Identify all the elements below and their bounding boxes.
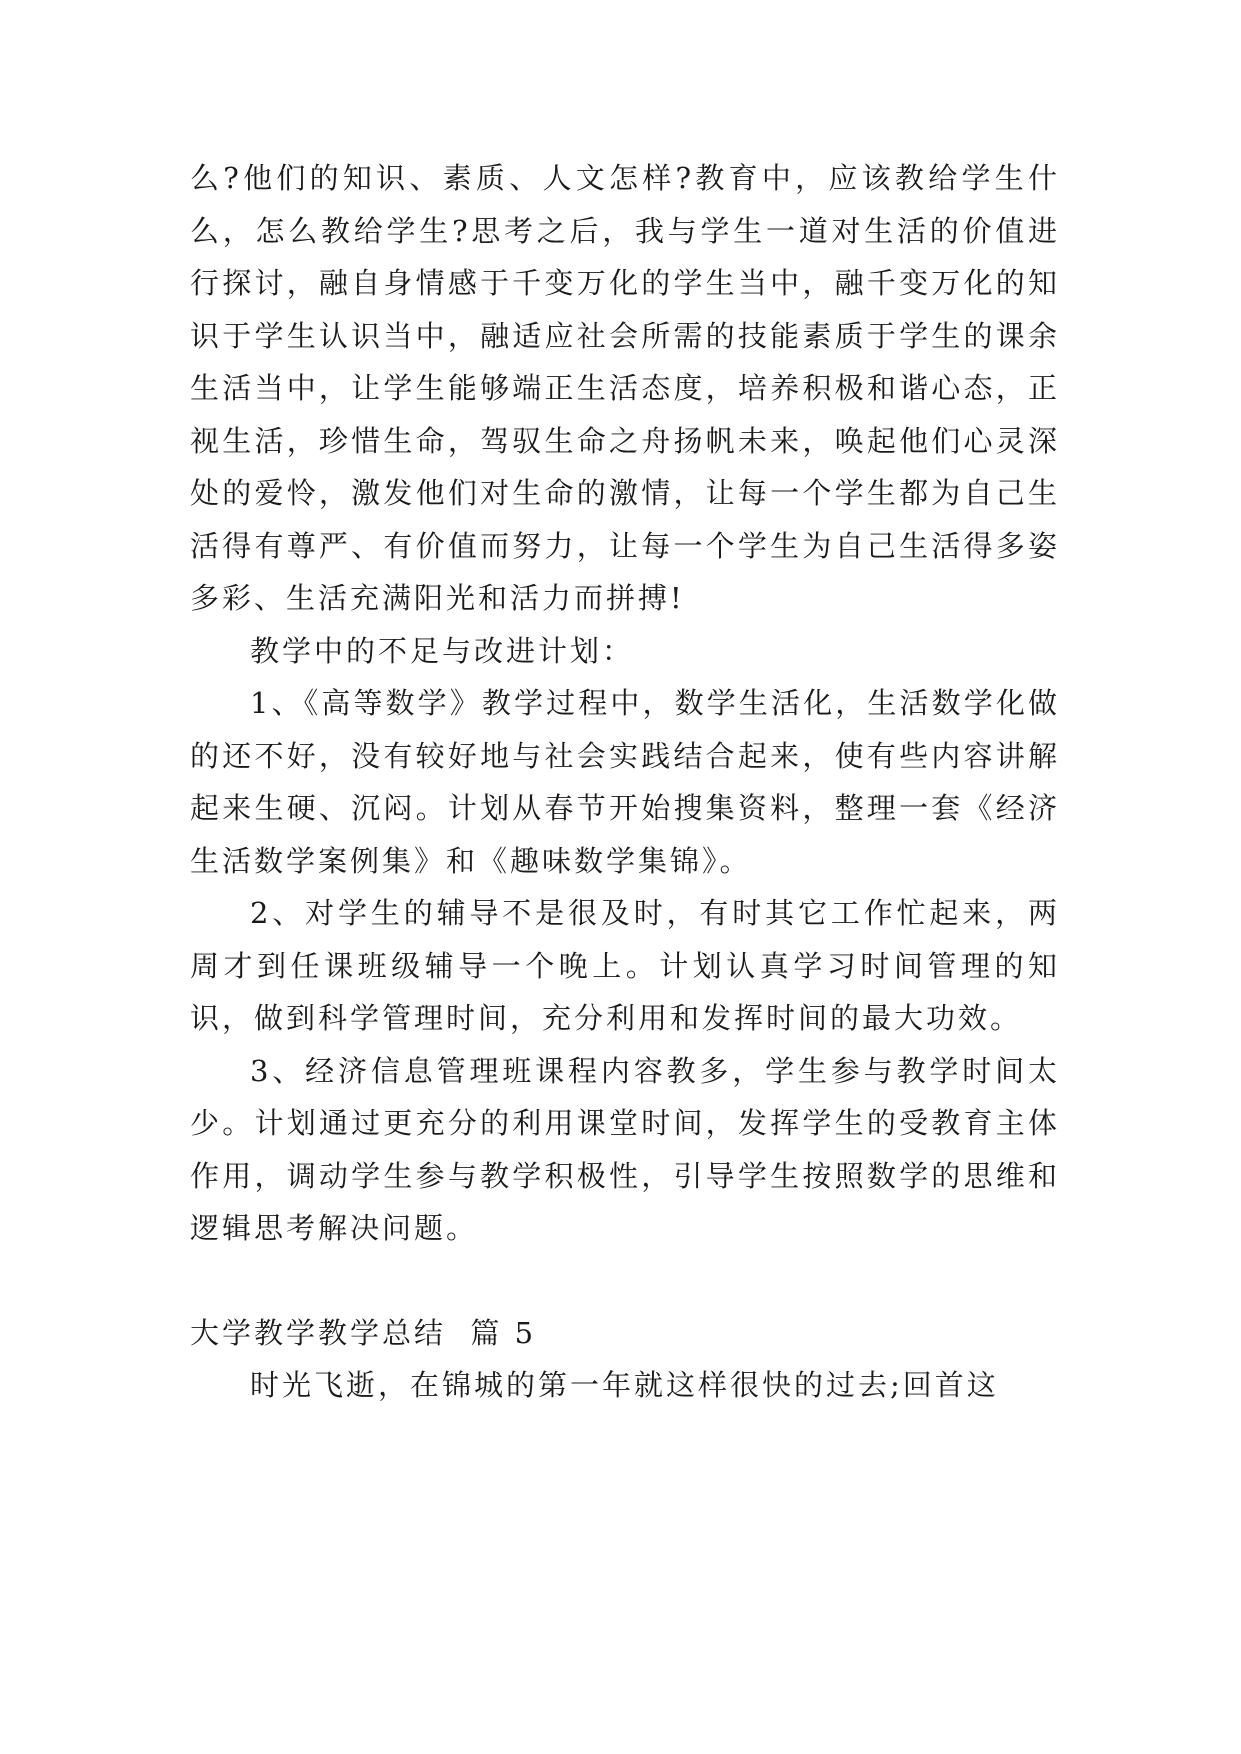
body-paragraph: 时光飞逝，在锦城的第一年就这样很快的过去;回首这 bbox=[250, 1368, 999, 1402]
body-paragraph: 3、经济信息管理班课程内容教多，学生参与教学时间太少。计划通过更充分的利用课堂时间，发挥学生的受教育主体作用，调动学生参与教学积极性，引导学生按照数学的思维和逻辑思考解决问题。 bbox=[190, 1053, 1060, 1245]
body-paragraph: 么?他们的知识、素质、人文怎样?教育中，应该教给学生什么，怎么教给学生?思考之后，我与学生一道对生活的价值进行探讨，融自身情感于千变万化的学生当中，融千变万化的知识于学生认识当中，融适应社会所需的技能素质于学生的课余生活当中，让学生能够端正生活态度，培养积极和谐心态，正视生活，珍惜生命，驾驭生命之舟扬帆未来，唤起他们心灵深处的爱怜，激发他们对生命的激情，让每一个学生都为自己生活得有尊严、有价值而努力，让每一个学生为自己生活得多姿多彩、生活充满阳光和活力而拼搏! bbox=[190, 161, 1060, 615]
body-paragraph: 教学中的不足与改进计划： bbox=[250, 633, 635, 668]
section-heading: 大学教学教学总结 篇 5 bbox=[190, 1315, 537, 1350]
body-paragraph: 1、《高等数学》教学过程中，数学生活化，生活数学化做的还不好，没有较好地与社会实践结合起来，使有些内容讲解起来生硬、沉闷。计划从春节开始搜集资料，整理一套《经济生活数学案例集》和《趣味数学集锦》。 bbox=[190, 686, 1060, 878]
document-body bbox=[190, 152, 1060, 1412]
body-paragraph: 2、对学生的辅导不是很及时，有时其它工作忙起来，两周才到任课班级辅导一个晚上。计划认真学习时间管理的知识，做到科学管理时间，充分利用和发挥时间的最大功效。 bbox=[190, 896, 1060, 1035]
